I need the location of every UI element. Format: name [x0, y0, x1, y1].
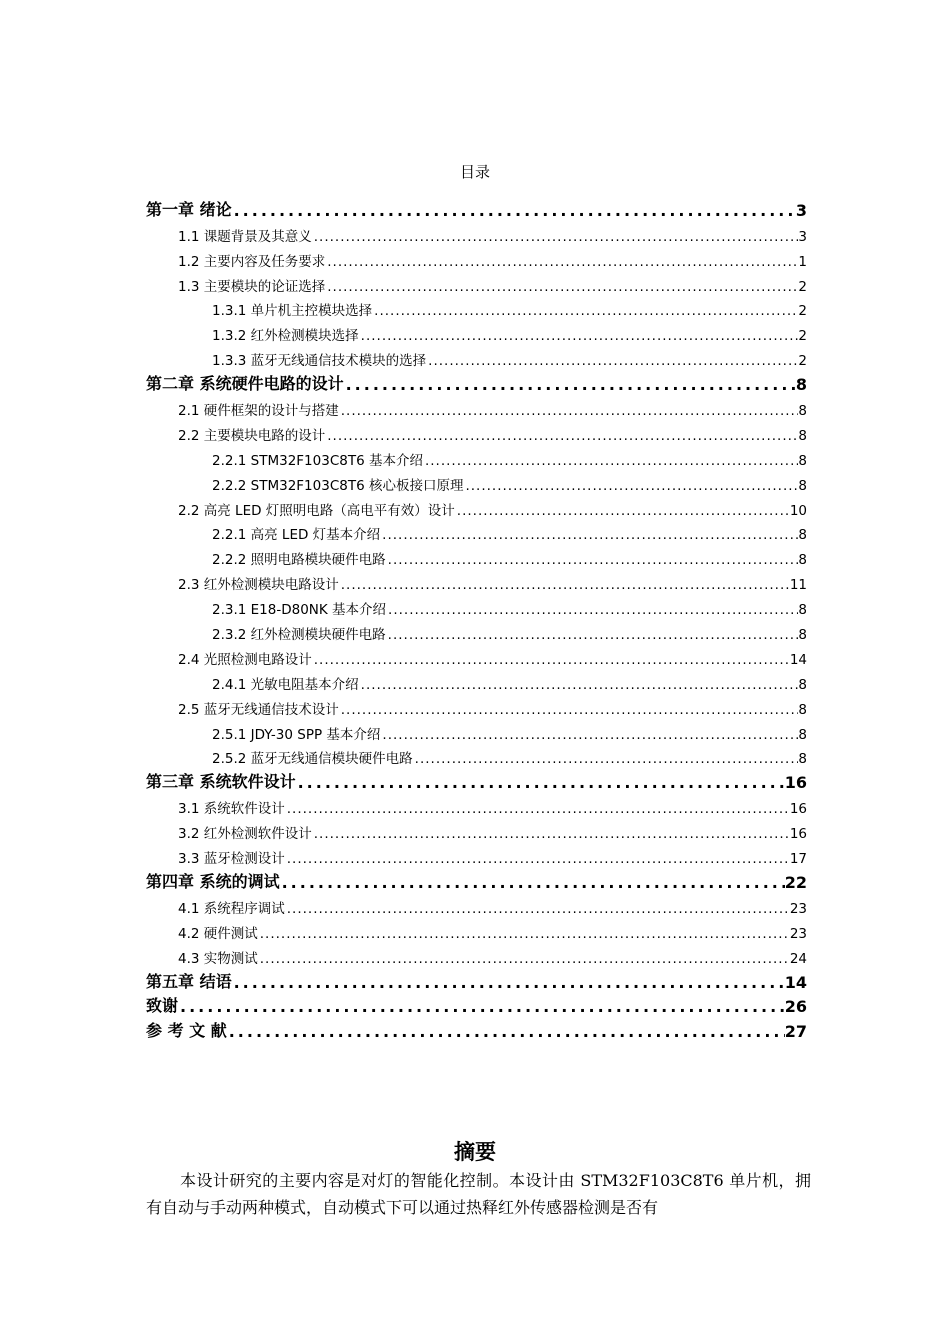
toc-entry-page-number: 2 — [798, 328, 807, 345]
toc-leader-dots — [312, 826, 790, 842]
toc-entry-label: 4.1 系统程序调试 — [178, 900, 285, 917]
toc-entry-page-number: 14 — [789, 651, 807, 668]
toc-entry-label: 第二章 系统硬件电路的设计 — [146, 374, 344, 394]
toc-entry-label: 2.4.1 光敏电阻基本介绍 — [212, 676, 359, 693]
toc-entry-label: 3.2 红外检测软件设计 — [178, 826, 312, 843]
toc-entry-label: 2.2.2 STM32F103C8T6 核心板接口原理 — [212, 477, 464, 494]
toc-leader-dots — [413, 751, 799, 767]
toc-entry-page-number: 2 — [798, 353, 807, 370]
toc-entry-page-number: 3 — [798, 228, 807, 245]
toc-entry-label: 2.5.1 JDY-30 SPP 基本介绍 — [212, 726, 381, 743]
toc-leader-dots — [178, 997, 785, 1016]
toc-entry-label: 4.3 实物测试 — [178, 950, 258, 967]
toc-entry[interactable] — [146, 195, 807, 220]
toc-leader-dots — [325, 428, 798, 444]
toc-entry-label: 2.3 红外检测模块电路设计 — [178, 577, 339, 594]
toc-entry[interactable] — [146, 792, 807, 817]
toc-entry-page-number: 22 — [784, 872, 807, 892]
toc-leader-dots — [455, 503, 790, 519]
toc-leader-dots — [423, 453, 798, 469]
toc-entry-page-number: 11 — [789, 577, 807, 594]
toc-entry-label: 参 考 文 献 — [146, 1021, 227, 1041]
toc-entry-label: 1.3.2 红外检测模块选择 — [212, 328, 359, 345]
toc-entry[interactable] — [146, 743, 807, 768]
toc-entry[interactable] — [146, 917, 807, 942]
toc-leader-dots — [380, 527, 798, 543]
toc-entry[interactable] — [146, 892, 807, 917]
toc-leader-dots — [232, 201, 796, 220]
toc-entry[interactable] — [146, 444, 807, 469]
toc-leader-dots — [258, 951, 790, 967]
toc-entry[interactable] — [146, 718, 807, 743]
toc-entry-label: 2.1 硬件框架的设计与搭建 — [178, 403, 339, 420]
toc-entry[interactable] — [146, 1016, 807, 1041]
toc-entry-label: 致谢 — [146, 996, 179, 1016]
toc-entry[interactable] — [146, 319, 807, 344]
toc-entry[interactable] — [146, 394, 807, 419]
toc-leader-dots — [386, 552, 799, 568]
toc-entry-label: 第四章 系统的调试 — [146, 871, 280, 891]
toc-entry-label: 2.2.1 STM32F103C8T6 基本介绍 — [212, 452, 423, 469]
toc-entry[interactable] — [146, 593, 807, 618]
toc-leader-dots — [344, 375, 796, 394]
toc-entry[interactable] — [146, 568, 807, 593]
toc-entry-page-number: 8 — [798, 627, 807, 644]
toc-entry[interactable] — [146, 344, 807, 369]
toc-entry[interactable] — [146, 992, 807, 1017]
toc-entry-label: 1.2 主要内容及任务要求 — [178, 253, 326, 270]
toc-entry-label: 2.4 光照检测电路设计 — [178, 651, 312, 668]
toc-entry-page-number: 2 — [798, 303, 807, 320]
toc-leader-dots — [325, 254, 798, 270]
toc-entry[interactable] — [146, 295, 807, 320]
toc-entry-page-number: 8 — [798, 427, 807, 444]
toc-entry-label: 2.5.2 蓝牙无线通信模块硬件电路 — [212, 751, 413, 768]
toc-leader-dots — [227, 1022, 785, 1041]
toc-leader-dots — [312, 229, 799, 245]
toc-entry-page-number: 23 — [789, 925, 807, 942]
toc-leader-dots — [386, 602, 798, 618]
toc-entry-label: 第三章 系统软件设计 — [146, 772, 296, 792]
toc-entry[interactable] — [146, 270, 807, 295]
toc-leader-dots — [280, 873, 785, 892]
abstract-title: 摘要 — [454, 1139, 496, 1164]
toc-entry-page-number: 1 — [798, 253, 807, 270]
toc-entry[interactable] — [146, 842, 807, 867]
toc-entry-page-number: 3 — [795, 200, 807, 220]
toc-entry-page-number: 8 — [798, 403, 807, 420]
toc-entry[interactable] — [146, 618, 807, 643]
toc-leader-dots — [285, 901, 790, 917]
toc-leader-dots — [312, 652, 790, 668]
toc-entry-page-number: 16 — [789, 801, 807, 818]
toc-entry-page-number: 8 — [798, 751, 807, 768]
toc-entry-label: 第五章 结语 — [146, 971, 232, 991]
toc-entry[interactable] — [146, 245, 807, 270]
toc-entry-page-number: 8 — [798, 726, 807, 743]
toc-leader-dots — [386, 627, 799, 643]
toc-entry-page-number: 14 — [784, 972, 807, 992]
toc-entry-label: 2.2 主要模块电路的设计 — [178, 427, 326, 444]
toc-entry-label: 2.5 蓝牙无线通信技术设计 — [178, 701, 339, 718]
toc-entry-page-number: 8 — [795, 375, 807, 395]
toc-entry-label: 3.3 蓝牙检测设计 — [178, 851, 285, 868]
toc-leader-dots — [285, 851, 790, 867]
toc-entry[interactable] — [146, 369, 807, 394]
toc-entry[interactable] — [146, 693, 807, 718]
toc-entry-label: 2.3.1 E18-D80NK 基本介绍 — [212, 602, 387, 619]
toc-entry-page-number: 27 — [784, 1022, 807, 1042]
toc-leader-dots — [426, 353, 798, 369]
toc-entry[interactable] — [146, 817, 807, 842]
toc-entry[interactable] — [146, 967, 807, 992]
toc-entry-page-number: 8 — [798, 527, 807, 544]
toc-entry-label: 4.2 硬件测试 — [178, 925, 258, 942]
toc-entry[interactable] — [146, 942, 807, 967]
toc-entry[interactable] — [146, 519, 807, 544]
toc-entry-label: 2.2.2 照明电路模块硬件电路 — [212, 552, 386, 569]
toc-title: 目录 — [459, 163, 490, 181]
toc-entry-page-number: 24 — [789, 950, 807, 967]
toc-leader-dots — [372, 303, 798, 319]
toc-leader-dots — [296, 773, 785, 792]
toc-entry-label: 1.1 课题背景及其意义 — [178, 228, 312, 245]
toc-leader-dots — [339, 702, 799, 718]
toc-entry[interactable] — [146, 419, 807, 444]
toc-leader-dots — [380, 727, 798, 743]
toc-entry-page-number: 10 — [789, 502, 807, 519]
toc-entry-label: 2.3.2 红外检测模块硬件电路 — [212, 627, 386, 644]
toc-entry[interactable] — [146, 543, 807, 568]
toc-leader-dots — [339, 403, 799, 419]
toc-entry-page-number: 17 — [789, 851, 807, 868]
toc-entry[interactable] — [146, 643, 807, 668]
toc-leader-dots — [285, 801, 790, 817]
toc-entry[interactable] — [146, 469, 807, 494]
toc-leader-dots — [232, 973, 785, 992]
toc-entry-label: 3.1 系统软件设计 — [178, 801, 285, 818]
toc-entry-page-number: 2 — [798, 278, 807, 295]
toc-entry-page-number: 8 — [798, 452, 807, 469]
toc-entry-page-number: 23 — [789, 900, 807, 917]
toc-leader-dots — [258, 926, 790, 942]
toc-entry-label: 2.2.1 高亮 LED 灯基本介绍 — [212, 527, 381, 544]
toc-entry-label: 第一章 绪论 — [146, 199, 232, 219]
toc-entry-page-number: 8 — [798, 602, 807, 619]
abstract-text: 本设计研究的主要内容是对灯的智能化控制。本设计由 STM32F103C8T6 单片机，拥有自动与手动两种模式，自动模式下可以通过热释红外传感器检测是否有 — [146, 1171, 811, 1217]
toc-entry[interactable] — [146, 220, 807, 245]
toc-leader-dots — [463, 478, 798, 494]
toc-entry[interactable] — [146, 867, 807, 892]
toc-entry-label: 1.3.1 单片机主控模块选择 — [212, 303, 373, 320]
toc-entry-page-number: 26 — [784, 997, 807, 1017]
toc-entry-page-number: 8 — [798, 477, 807, 494]
toc-entry-page-number: 8 — [798, 552, 807, 569]
toc-entry-label: 1.3.3 蓝牙无线通信技术模块的选择 — [212, 353, 427, 370]
toc-leader-dots — [339, 577, 790, 593]
toc-entry[interactable] — [146, 767, 807, 792]
toc-leader-dots — [325, 279, 798, 295]
toc-entry-page-number: 8 — [798, 701, 807, 718]
toc-entry-label: 2.2 高亮 LED 灯照明电路（高电平有效）设计 — [178, 502, 455, 519]
toc-entry-page-number: 8 — [798, 676, 807, 693]
toc-entry-label: 1.3 主要模块的论证选择 — [178, 278, 326, 295]
toc-entry-page-number: 16 — [784, 773, 807, 793]
toc-entry[interactable] — [146, 668, 807, 693]
toc-leader-dots — [359, 328, 799, 344]
toc-entry-page-number: 16 — [789, 826, 807, 843]
table-of-contents — [146, 195, 807, 1041]
toc-leader-dots — [359, 677, 799, 693]
toc-entry[interactable] — [146, 494, 807, 519]
